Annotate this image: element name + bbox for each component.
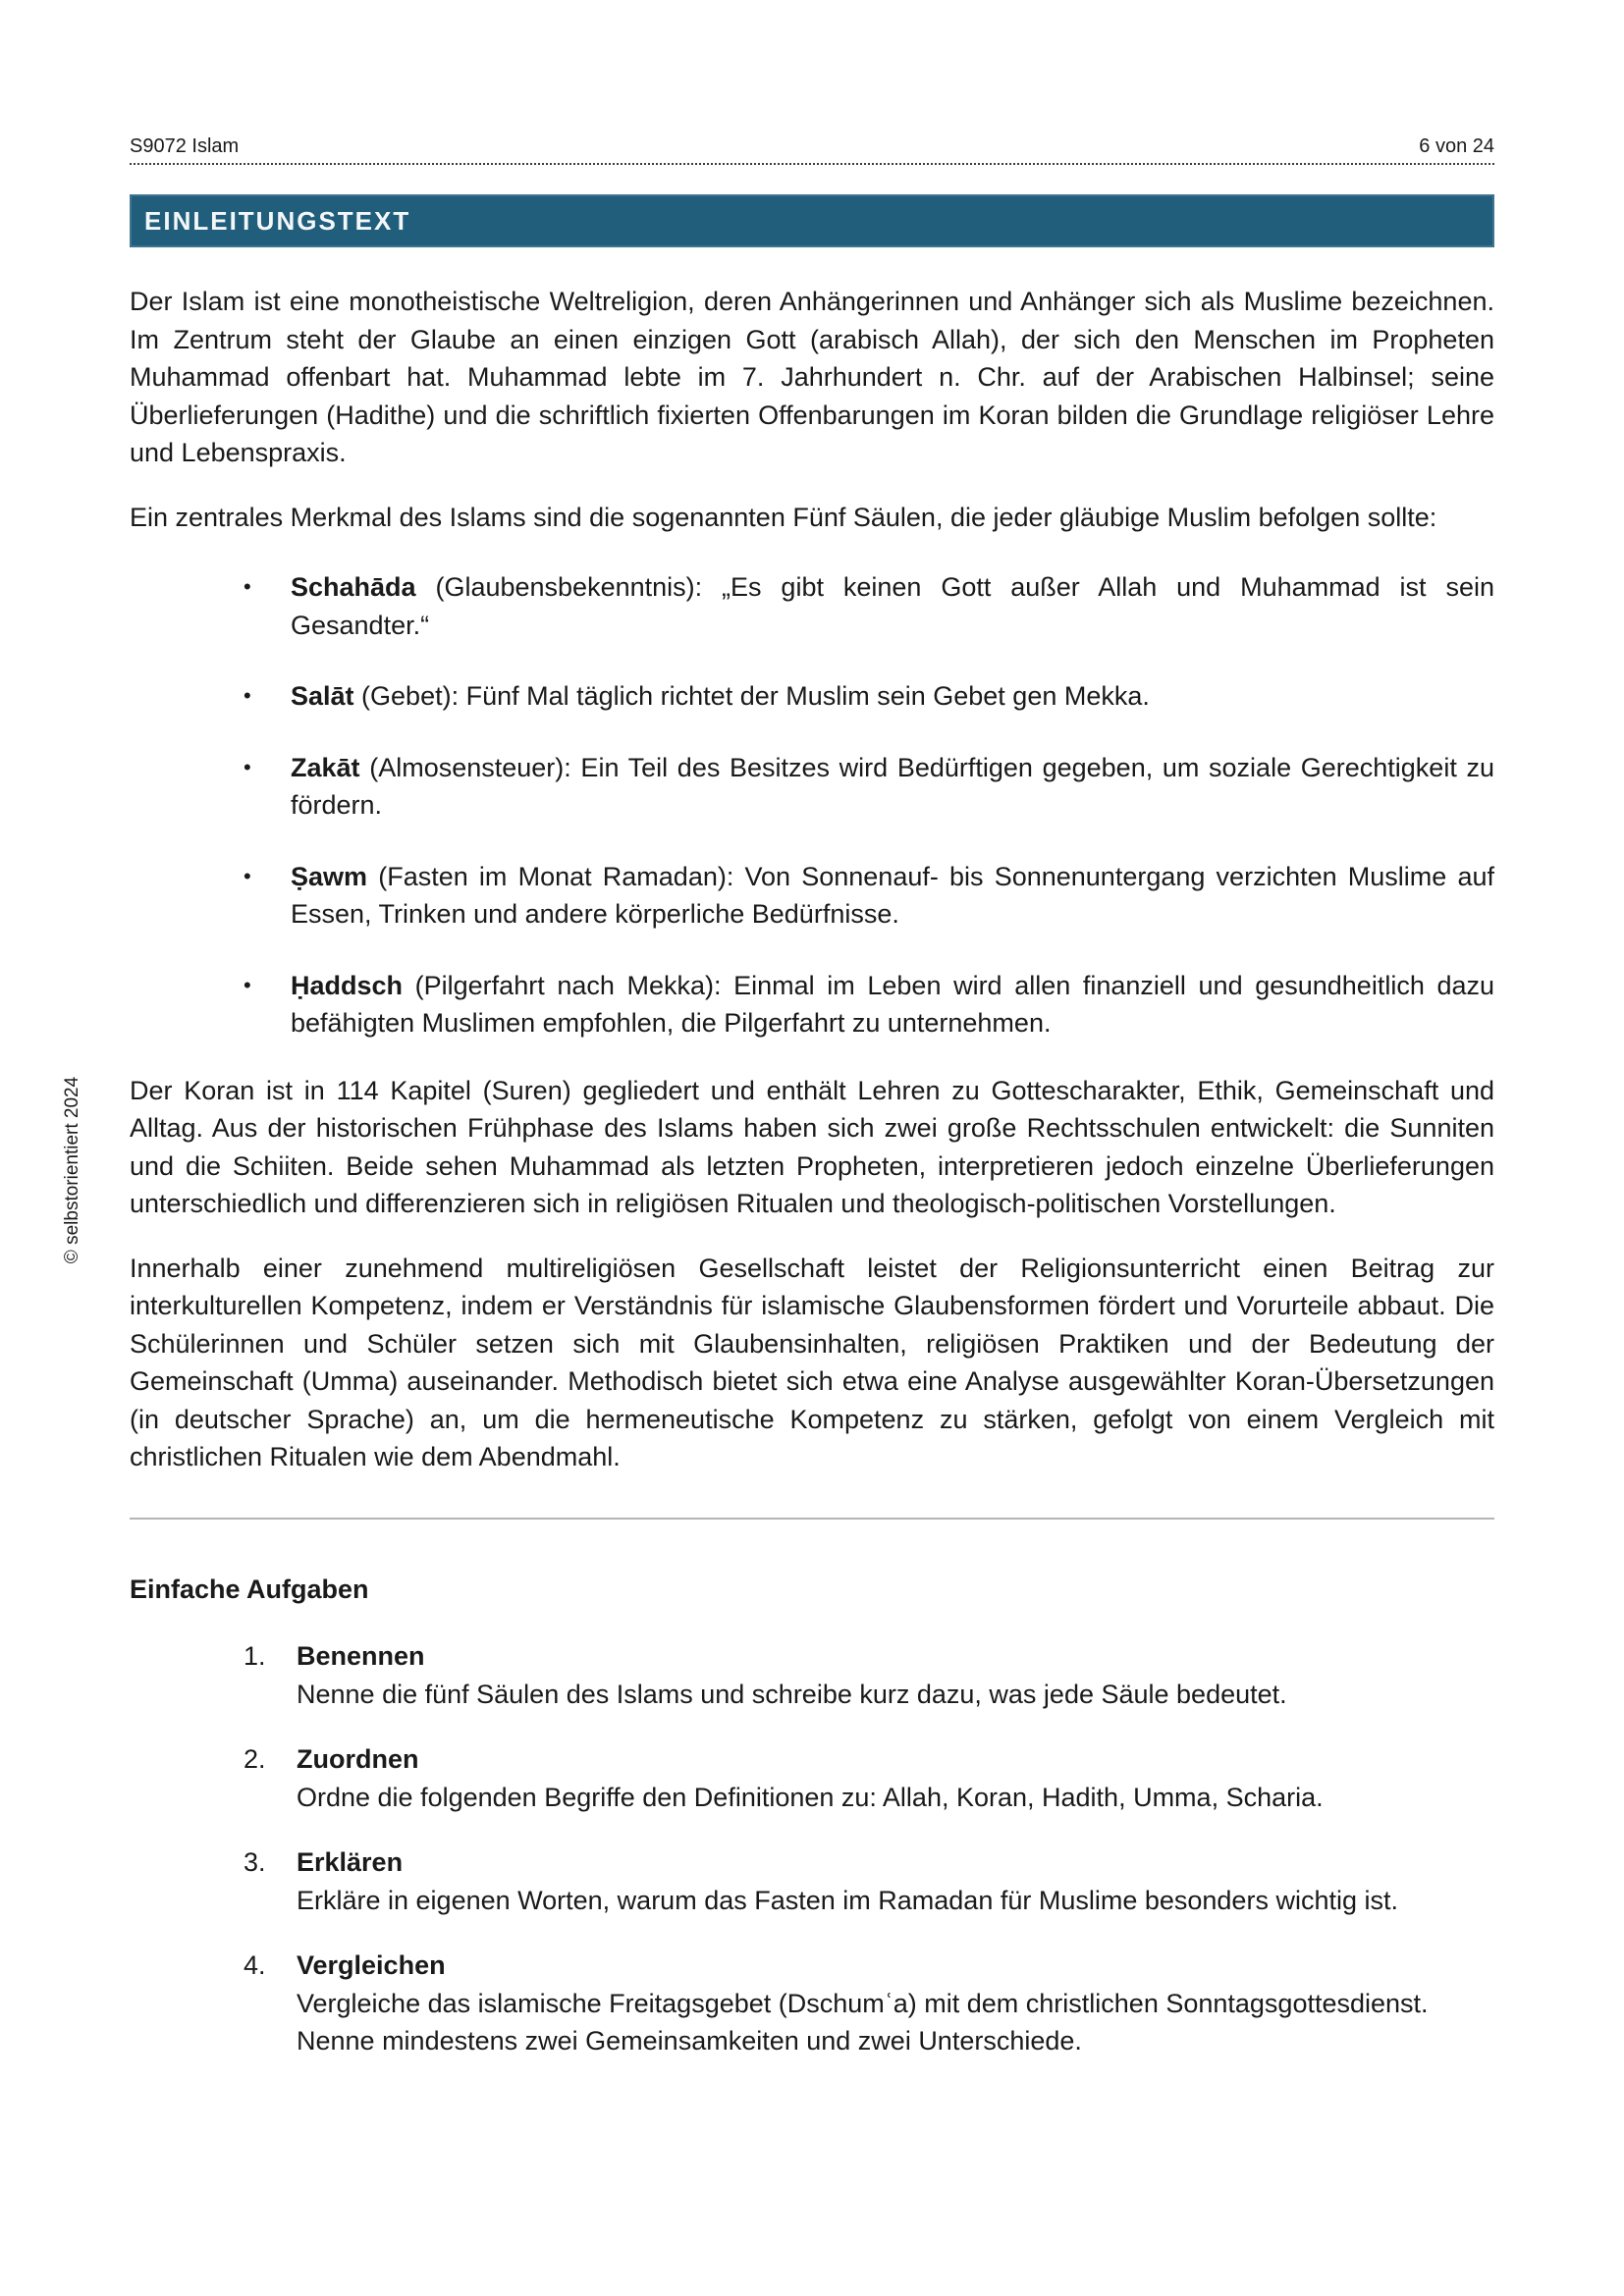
pillar-desc: (Fasten im Monat Ramadan): Von Sonnenauf- bis Sonnenuntergang verzichten Muslime auf Essen, Trinken und andere körperliche Bedürfnisse.: [291, 861, 1494, 929]
list-item: [244, 677, 1494, 716]
pillars-list: [244, 568, 1494, 1042]
task-head: [244, 1637, 1494, 1676]
bullet-icon: •: [244, 754, 251, 779]
copyright-sidenote: © selbstorientiert 2024: [62, 1076, 82, 1264]
list-item: [244, 858, 1494, 934]
page-number: 6 von 24: [1419, 135, 1494, 157]
pillar-entry: [291, 677, 1494, 716]
task-head: [244, 1947, 1494, 1985]
document-body: [130, 283, 1494, 2088]
pillar-desc: (Glaubensbekenntnis): „Es gibt keinen Gott außer Allah und Muhammad ist sein Gesandter.“: [291, 572, 1494, 640]
task-text: Vergleiche das islamische Freitagsgebet (Dschumʿa) mit dem christlichen Sonntagsgottesdienst. Nenne mindestens zwei Gemeinsamkeiten und zwei Unterschiede.: [297, 1988, 1429, 2056]
task-number: 3.: [244, 1847, 266, 1877]
list-item: [244, 967, 1494, 1042]
section-divider: [130, 1518, 1494, 1520]
section-title: EINLEITUNGSTEXT: [144, 205, 411, 236]
pillar-entry: [291, 967, 1494, 1042]
task-title: Vergleichen: [297, 1950, 446, 1980]
pillar-term: Salāt: [291, 681, 354, 711]
task-head: [244, 1740, 1494, 1779]
task-text: Ordne die folgenden Begriffe den Definitionen zu: Allah, Koran, Hadith, Umma, Scharia.: [297, 1782, 1324, 1812]
task-text: Nenne die fünf Säulen des Islams und schreibe kurz dazu, was jede Säule bedeutet.: [297, 1679, 1287, 1709]
intro-paragraph-3: Der Koran ist in 114 Kapitel (Suren) gegliedert und enthält Lehren zu Gottescharakter, Ethik, Gemeinschaft und Alltag. Aus der historischen Frühphase des Islams haben sich zwei große Rechtsschulen entwickelt: die Sunniten und die Schiiten. Beide sehen Muhammad als letzten Propheten, interpretieren jedoch einzelne Überlieferungen unterschiedlich und differenzieren sich in religiösen Ritualen und theologisch-politischen Vorstellungen.: [130, 1075, 1494, 1218]
pillar-term: Ṣawm: [291, 861, 368, 891]
pillar-term: Ḥaddsch: [291, 970, 404, 1000]
intro-paragraph-4: Innerhalb einer zunehmend multireligiösen Gesellschaft leistet der Religionsunterricht einen Beitrag zur interkulturellen Kompetenz, indem er Verständnis für islamische Glaubensformen fördert und Vorurteile abbaut. Die Schülerinnen und Schüler setzen sich mit Glaubensinhalten, religiösen Praktiken und der Bedeutung der Gemeinschaft (Umma) auseinander. Methodisch bietet sich etwa eine Analyse ausgewählter Koran-Übersetzungen (in deutscher Sprache) an, um die hermeneutische Kompetenz zu stärken, gefolgt von einem Vergleich mit christlichen Ritualen wie dem Abendmahl.: [130, 1253, 1494, 1471]
intro-paragraph-2: Ein zentrales Merkmal des Islams sind die sogenannten Fünf Säulen, die jeder gläubige Muslim befolgen sollte:: [130, 502, 1437, 532]
task-number: 2.: [244, 1744, 266, 1774]
list-item: [244, 749, 1494, 825]
bullet-icon: •: [244, 683, 251, 708]
task-number: 4.: [244, 1950, 266, 1980]
page-header: [130, 126, 1494, 165]
section-title-bar: [130, 194, 1494, 247]
task-title: Erklären: [297, 1847, 404, 1877]
list-item: [244, 568, 1494, 644]
bullet-icon: •: [244, 863, 251, 888]
tasks-heading: Einfache Aufgaben: [130, 1574, 369, 1604]
pillar-entry: [291, 749, 1494, 825]
task-number: 1.: [244, 1641, 266, 1671]
doc-id: S9072 Islam: [130, 135, 240, 157]
task-title: Zuordnen: [297, 1744, 419, 1774]
pillar-desc: (Almosensteuer): Ein Teil des Besitzes wird Bedürftigen gegeben, um soziale Gerechtigkeit zu fördern.: [291, 752, 1494, 820]
bullet-icon: •: [244, 574, 251, 599]
tasks-list: [244, 1637, 1494, 2060]
task-item: [244, 1740, 1494, 1816]
task-title: Benennen: [297, 1641, 425, 1671]
pillar-desc: (Pilgerfahrt nach Mekka): Einmal im Leben wird allen finanziell und gesundheitlich dazu befähigten Muslimen empfohlen, die Pilgerfahrt zu unternehmen.: [291, 970, 1494, 1038]
task-item: [244, 1843, 1494, 1919]
task-item: [244, 1947, 1494, 2060]
pillar-entry: [291, 568, 1494, 644]
task-text: Erkläre in eigenen Worten, warum das Fasten im Ramadan für Muslime besonders wichtig ist.: [297, 1885, 1398, 1915]
intro-paragraph-1: Der Islam ist eine monotheistische Weltreligion, deren Anhängerinnen und Anhänger sich als Muslime bezeichnen. Im Zentrum steht der Glaube an einen einzigen Gott (arabisch Allah), der sich den Menschen im Propheten Muhammad offenbart hat. Muhammad lebte im 7. Jahrhundert n. Chr. auf der Arabischen Halbinsel; seine Überlieferungen (Hadithe) und die schriftlich fixierten Offenbarungen im Koran bilden die Grundlage religiöser Lehre und Lebenspraxis.: [130, 287, 1494, 467]
pillar-term: Schahāda: [291, 572, 416, 602]
pillar-term: Zakāt: [291, 752, 360, 782]
pillar-desc: (Gebet): Fünf Mal täglich richtet der Muslim sein Gebet gen Mekka.: [353, 681, 1150, 711]
bullet-icon: •: [244, 972, 251, 997]
task-head: [244, 1843, 1494, 1882]
pillar-entry: [291, 858, 1494, 934]
task-item: [244, 1637, 1494, 1713]
